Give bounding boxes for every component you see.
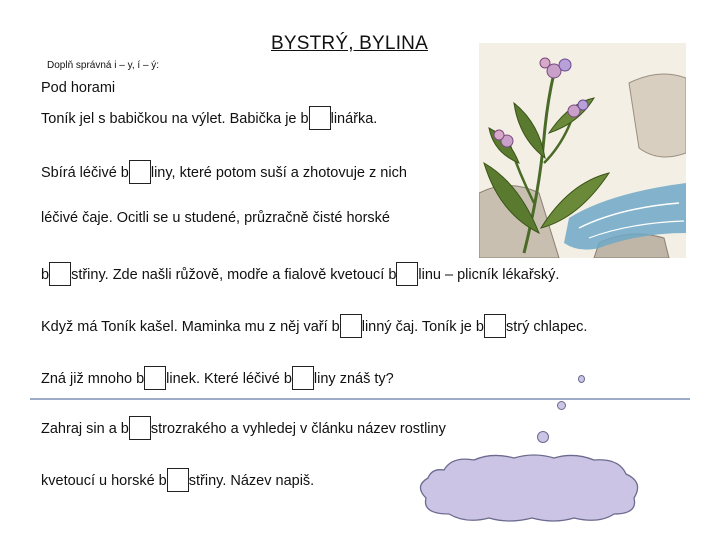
answer-cloud xyxy=(414,452,646,524)
line-text: linek. Které léčivé b xyxy=(166,371,292,387)
fill-in-box[interactable] xyxy=(484,314,506,338)
line-text: střiny. Zde našli růžově, modře a fialově kvetoucí b xyxy=(71,267,397,283)
line-text: Sbírá léčivé b xyxy=(41,165,129,181)
line-text: střiny. Název napiš. xyxy=(188,473,315,489)
divider-line xyxy=(30,398,690,400)
fill-in-box[interactable] xyxy=(309,106,331,130)
line-text: linný čaj. Toník je b xyxy=(361,319,484,335)
fill-in-box[interactable] xyxy=(167,468,189,492)
text-line-5 xyxy=(41,314,587,338)
section-heading: Pod horami xyxy=(41,80,116,96)
fill-in-box[interactable] xyxy=(129,416,151,440)
line-text: b xyxy=(41,267,50,283)
text-line-6 xyxy=(41,366,394,390)
thought-bubble-small xyxy=(557,401,566,410)
text-line-8 xyxy=(41,468,314,492)
instruction-text: Doplň správná i – y, í – ý: xyxy=(47,60,160,71)
line-text: strozrakého a vyhledej v článku název rostliny xyxy=(150,421,446,437)
line-text: liny znáš ty? xyxy=(313,371,394,387)
plant-illustration xyxy=(479,43,686,258)
line-text: léčivé čaje. Ocitli se u studené, průzračně čisté horské xyxy=(41,210,390,226)
line-text: kvetoucí u horské b xyxy=(41,473,167,489)
text-line-3 xyxy=(41,208,390,228)
line-text: linu – plicník lékařský. xyxy=(418,267,560,283)
line-text: liny, které potom suší a zhotovuje z nich xyxy=(150,165,407,181)
text-line-2 xyxy=(41,160,407,184)
fill-in-box[interactable] xyxy=(144,366,166,390)
line-text: Toník jel s babičkou na výlet. Babička je b xyxy=(41,111,309,127)
line-text: Když má Toník kašel. Maminka mu z něj vaří b xyxy=(41,319,340,335)
thought-bubble-medium xyxy=(537,431,549,443)
text-line-1 xyxy=(41,106,377,130)
line-text: linářka. xyxy=(330,111,378,127)
fill-in-box[interactable] xyxy=(340,314,362,338)
thought-bubble-small xyxy=(578,375,585,383)
fill-in-box[interactable] xyxy=(129,160,151,184)
line-text: Zná již mnoho b xyxy=(41,371,145,387)
line-text: Zahraj sin a b xyxy=(41,421,129,437)
page-title: BYSTRÝ, BYLINA xyxy=(271,33,428,54)
line-text: strý chlapec. xyxy=(505,319,588,335)
fill-in-box[interactable] xyxy=(396,262,418,286)
fill-in-box[interactable] xyxy=(49,262,71,286)
text-line-4 xyxy=(41,262,559,286)
text-line-7 xyxy=(41,416,446,440)
fill-in-box[interactable] xyxy=(292,366,314,390)
